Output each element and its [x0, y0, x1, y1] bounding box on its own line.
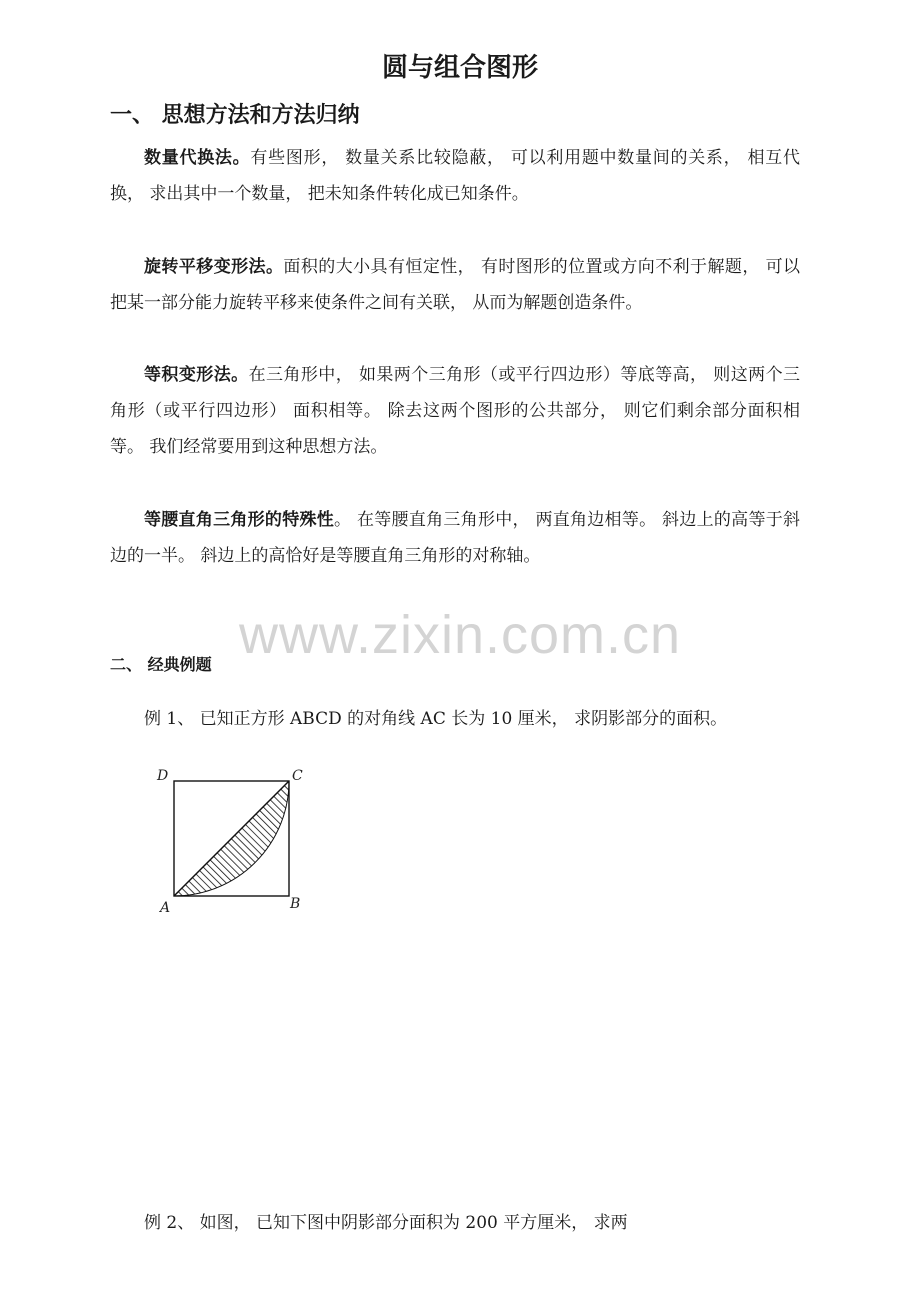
method-paragraph-equal-area — [110, 357, 800, 465]
vertex-label-d: D — [157, 768, 169, 784]
method-term: 等积变形法。 — [144, 365, 249, 385]
vertex-label-b: B — [290, 896, 301, 912]
method-term: 数量代换法。 — [144, 148, 251, 168]
example-1-figure — [150, 765, 310, 920]
method-text: 面积的大小具有恒定性， 有时图形的位置或方向不利于解题， 可以把某一部分能力旋转平移来使条件之间有关联， 从而为解题创造条件。 — [110, 257, 801, 313]
section-heading-methods: 一、 思想方法和方法归纳 — [110, 103, 360, 128]
page-title: 圆与组合图形 — [381, 53, 538, 83]
method-text: 。 在等腰直角三角形中， 两直角边相等。 斜边上的高等于斜边的一半。 斜边上的高恰好是等腰直角三角形的对称轴。 — [110, 510, 800, 566]
method-paragraph-isosceles — [110, 502, 800, 574]
method-term: 旋转平移变形法。 — [144, 257, 284, 277]
section-heading-examples: 二、 经典例题 — [110, 655, 212, 674]
example-2-text: 例 2、 如图， 已知下图中阴影部分面积为 200 平方厘米， 求两 — [144, 1213, 628, 1233]
method-text: 有些图形， 数量关系比较隐蔽， 可以利用题中数量间的关系， 相互代换， 求出其中一个数量， 把未知条件转化成已知条件。 — [110, 148, 800, 204]
method-paragraph-substitution — [110, 140, 800, 212]
watermark: www.zixin.com.cn — [238, 605, 682, 665]
method-paragraph-rotation — [110, 249, 800, 321]
square-diagram — [150, 765, 310, 920]
method-term: 等腰直角三角形的特殊性 — [144, 510, 335, 530]
vertex-label-a: A — [160, 900, 171, 916]
method-text: 在三角形中， 如果两个三角形（或平行四边形）等底等高， 则这两个三角形（或平行四边形） 面积相等。 除去这两个图形的公共部分， 则它们剩余部分面积相等。 我们经常要用到这种思想方法。 — [110, 365, 801, 457]
example-1-text: 例 1、 已知正方形 ABCD 的对角线 AC 长为 10 厘米， 求阴影部分的面积。 — [144, 709, 728, 729]
vertex-label-c: C — [292, 768, 303, 784]
